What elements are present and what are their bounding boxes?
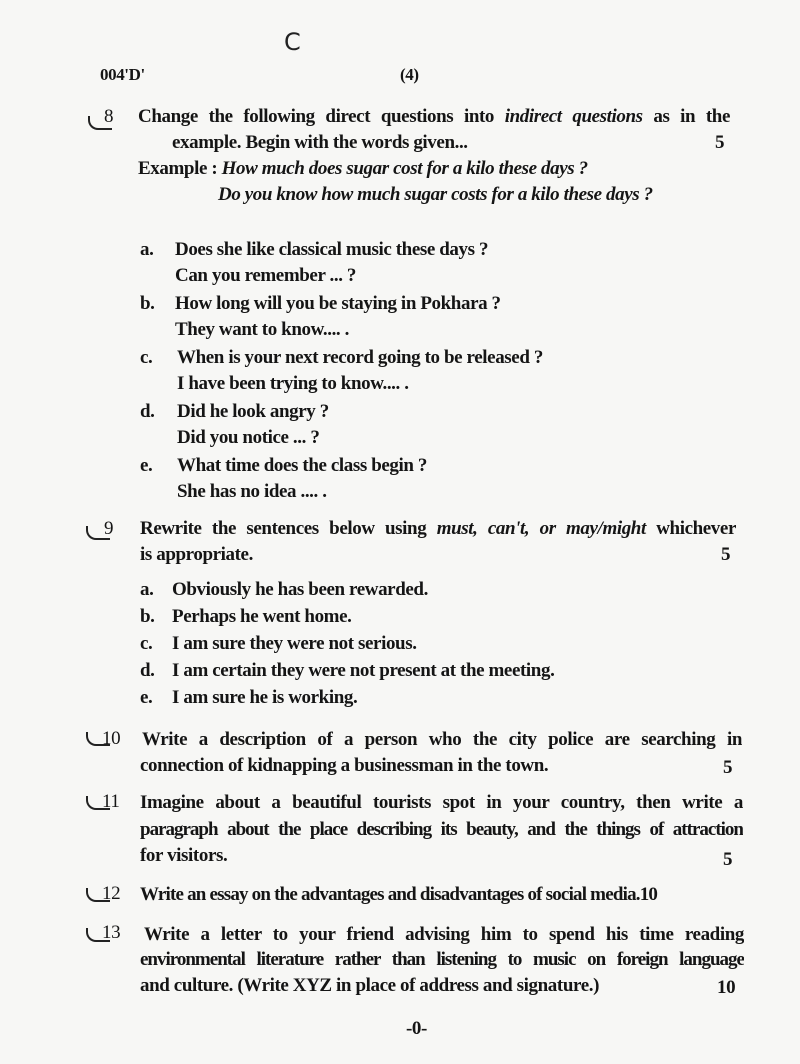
- item-text: Obviously he has been rewarded.: [172, 579, 428, 600]
- handwritten-mark: C: [284, 28, 301, 56]
- page-number: (4): [400, 65, 419, 84]
- question-number: 11: [102, 791, 120, 812]
- q13-text-3: and culture. (Write XYZ in place of address and signature.): [140, 975, 599, 996]
- q8-instruction-2: example. Begin with the words given...: [172, 132, 468, 153]
- item-question: When is your next record going to be released ?: [177, 347, 543, 368]
- example: Example : How much does sugar cost for a kilo these days ?: [138, 158, 588, 179]
- marks: 10: [717, 977, 736, 998]
- q8-instruction: Change the following direct questions into indirect questions as in the: [138, 106, 730, 127]
- item-label: e.: [140, 687, 153, 708]
- item-label: c.: [140, 633, 153, 654]
- paper-code: 004'D': [100, 65, 145, 84]
- marks: 5: [715, 132, 725, 153]
- item-start: They want to know.... .: [175, 319, 349, 340]
- question-number: 8: [104, 106, 114, 127]
- item-label: d.: [140, 660, 155, 681]
- marks: 10: [639, 884, 658, 905]
- item-question: What time does the class begin ?: [177, 455, 428, 476]
- item-start: I have been trying to know.... .: [177, 373, 409, 394]
- q10-text-2: connection of kidnapping a businessman in the town.: [140, 755, 549, 776]
- q13-text-2: environmental literature rather than listening to music on foreign language: [140, 949, 744, 970]
- item-question: Did he look angry ?: [177, 401, 329, 422]
- item-label: c.: [140, 347, 153, 368]
- marks: 5: [721, 544, 731, 565]
- q11-text-2: paragraph about the place describing its beauty, and the things of attraction: [140, 819, 743, 840]
- question-number: 9: [104, 518, 114, 539]
- q11-text: Imagine about a beautiful tourists spot in your country, then write a: [140, 792, 743, 813]
- q11-text-3: for visitors.: [140, 845, 228, 866]
- item-start: She has no idea .... .: [177, 481, 327, 502]
- item-label: d.: [140, 401, 155, 422]
- item-question: Does she like classical music these days ?: [175, 239, 489, 260]
- question-number: 12: [102, 883, 121, 904]
- item-text: I am certain they were not present at the meeting.: [172, 660, 555, 681]
- item-label: a.: [140, 239, 154, 260]
- item-label: b.: [140, 293, 155, 314]
- item-start: Can you remember ... ?: [175, 265, 357, 286]
- question-number: 10: [102, 728, 121, 749]
- q9-instruction-2: is appropriate.: [140, 544, 253, 565]
- item-text: I am sure they were not serious.: [172, 633, 417, 654]
- item-label: b.: [140, 606, 155, 627]
- item-start: Did you notice ... ?: [177, 427, 320, 448]
- item-label: a.: [140, 579, 154, 600]
- q9-instruction: Rewrite the sentences below using must, can't, or may/might whichever: [140, 518, 736, 539]
- q12-text: Write an essay on the advantages and disadvantages of social media.10: [140, 884, 658, 905]
- item-label: e.: [140, 455, 153, 476]
- q13-text: Write a letter to your friend advising him to spend his time reading: [144, 924, 744, 945]
- item-text: I am sure he is working.: [172, 687, 358, 708]
- example-answer: Do you know how much sugar costs for a kilo these days ?: [218, 184, 653, 205]
- end-marker: -0-: [406, 1018, 427, 1039]
- question-number: 13: [102, 922, 121, 943]
- marks: 5: [723, 849, 733, 870]
- marks: 5: [723, 757, 733, 778]
- q10-text: Write a description of a person who the city police are searching in: [142, 729, 742, 750]
- item-question: How long will you be staying in Pokhara ?: [175, 293, 501, 314]
- item-text: Perhaps he went home.: [172, 606, 352, 627]
